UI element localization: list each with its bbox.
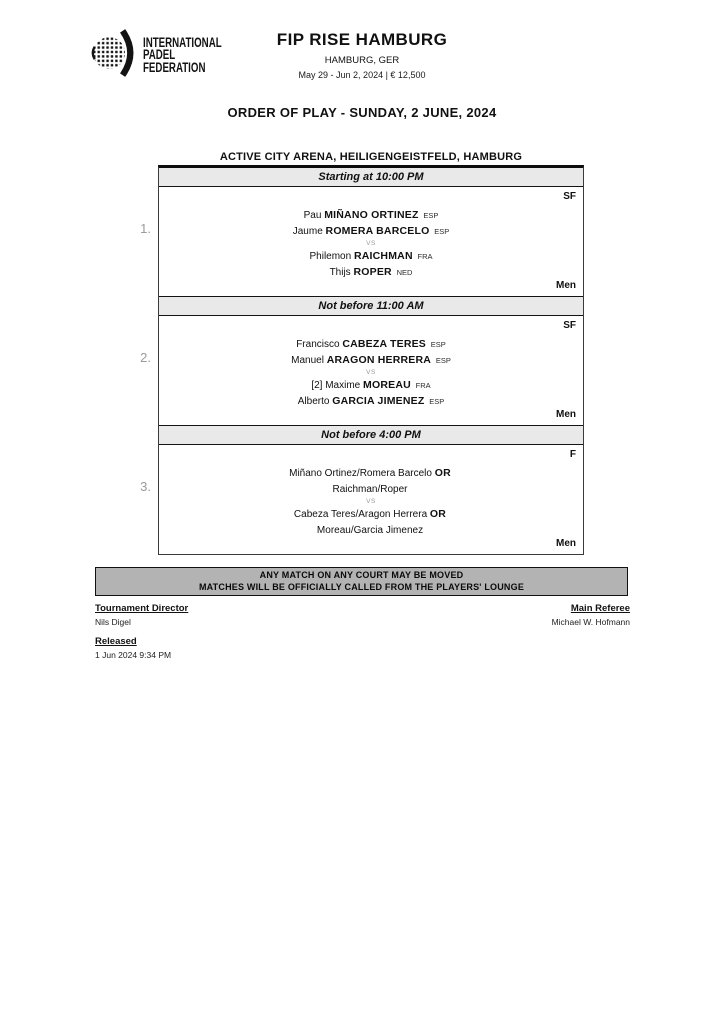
match-section-2 — [140, 296, 583, 425]
ipf-logo-text — [143, 34, 222, 75]
lineup — [159, 337, 583, 409]
notice-line2: MATCHES WILL BE OFFICIALLY CALLED FROM THE PLAYERS' LOUNGE — [198, 581, 525, 592]
player-first-name: Manuel — [291, 354, 324, 366]
team-line — [159, 507, 583, 523]
vs-label: VS — [366, 498, 376, 505]
lineup — [159, 466, 583, 538]
session-header: Not before 4:00 PM — [159, 425, 583, 445]
match-section-1 — [140, 168, 583, 296]
session-header: Not before 11:00 AM — [159, 296, 583, 316]
released-label: Released — [95, 636, 137, 647]
category-label: Men — [556, 538, 576, 549]
player-line — [159, 265, 583, 281]
country-code: ESP — [430, 340, 446, 349]
match-number: 2. — [140, 350, 151, 365]
player-line — [159, 224, 583, 240]
country-code: ESP — [423, 211, 439, 220]
country-code: FRA — [417, 252, 433, 261]
player-surname: GARCIA JIMENEZ — [332, 394, 425, 407]
player-surname: ARAGON HERRERA — [326, 353, 432, 366]
team-names: Moreau/Garcia Jimenez — [316, 524, 424, 536]
ipf-logo-line3: FEDERATION — [143, 59, 206, 75]
team-line — [159, 466, 583, 482]
player-first-name: Philemon — [309, 251, 352, 262]
round-label: SF — [563, 320, 576, 331]
player-first-name: Pau — [303, 210, 322, 221]
player-first-name: Alberto — [297, 395, 330, 407]
match-card — [140, 187, 583, 296]
team-names: Miñano Ortinez/Romera Barcelo — [289, 468, 432, 479]
match-card — [140, 316, 583, 425]
lineup — [159, 208, 583, 280]
ipf-logo — [88, 27, 252, 84]
event-dates-prize: May 29 - Jun 2, 2024 | € 12,500 — [298, 70, 426, 80]
notice-banner — [95, 567, 628, 596]
main-referee-label: Main Referee — [570, 603, 630, 614]
player-line — [159, 208, 583, 224]
player-surname: MOREAU — [363, 379, 411, 391]
player-line — [159, 353, 583, 369]
player-surname: ROMERA BARCELO — [325, 224, 430, 237]
vs-label: VS — [366, 240, 376, 247]
or-label: OR — [429, 508, 447, 520]
notice-line1: ANY MATCH ON ANY COURT MAY BE MOVED — [259, 570, 464, 580]
round-label: F — [569, 449, 576, 460]
main-referee-name: Michael W. Hofmann — [551, 617, 630, 627]
ipf-logo-line2: PADEL — [143, 47, 176, 63]
player-first-name: Jaume — [292, 225, 323, 237]
player-surname: RAICHMAN — [353, 250, 413, 262]
tournament-director-name: Nils Digel — [95, 617, 131, 627]
footer-right — [552, 603, 630, 627]
player-surname: CABEZA TERES — [342, 338, 427, 350]
team-line — [159, 482, 583, 498]
venue-title: ACTIVE CITY ARENA, HEILIGENGEISTFELD, HAMBURG — [219, 151, 523, 163]
match-section-3 — [140, 425, 583, 554]
released-datetime: 1 Jun 2024 9:34 PM — [95, 650, 172, 660]
team-names: Raichman/Roper — [332, 483, 408, 495]
country-code: NED — [396, 267, 413, 277]
ipf-racket-icon — [88, 27, 138, 84]
player-first-name: Thijs — [329, 266, 351, 278]
player-line — [159, 378, 583, 394]
match-number: 3. — [140, 479, 151, 494]
country-code: ESP — [434, 226, 450, 236]
round-label: SF — [563, 191, 576, 202]
player-first-name: [2] Maxime — [311, 380, 361, 391]
session-header: Starting at 10:00 PM — [159, 168, 583, 187]
country-code: ESP — [429, 396, 445, 406]
country-code: ESP — [435, 355, 451, 365]
player-line — [159, 337, 583, 353]
match-card — [140, 445, 583, 554]
country-code: FRA — [415, 381, 431, 390]
document-footer — [95, 603, 630, 660]
player-line — [159, 249, 583, 265]
footer-left — [95, 603, 188, 660]
event-title: FIP RISE HAMBURG — [276, 30, 448, 49]
player-surname: ROPER — [353, 265, 392, 278]
team-line — [159, 523, 583, 539]
player-surname: MIÑANO ORTINEZ — [324, 209, 419, 221]
schedule-table — [140, 165, 584, 555]
category-label: Men — [556, 280, 576, 291]
or-label: OR — [434, 467, 451, 479]
ipf-logo-line1: INTERNATIONAL — [143, 34, 222, 50]
order-of-play-title: ORDER OF PLAY - SUNDAY, 2 JUNE, 2024 — [227, 105, 497, 120]
event-location: HAMBURG, GER — [324, 55, 400, 66]
vs-label: VS — [366, 369, 376, 376]
category-label: Men — [556, 409, 576, 420]
tournament-director-label: Tournament Director — [95, 603, 189, 614]
court-schedule — [140, 151, 584, 555]
player-line — [159, 394, 583, 410]
player-first-name: Francisco — [296, 339, 340, 350]
match-number: 1. — [140, 221, 151, 236]
team-names: Cabeza Teres/Aragon Herrera — [293, 509, 428, 520]
